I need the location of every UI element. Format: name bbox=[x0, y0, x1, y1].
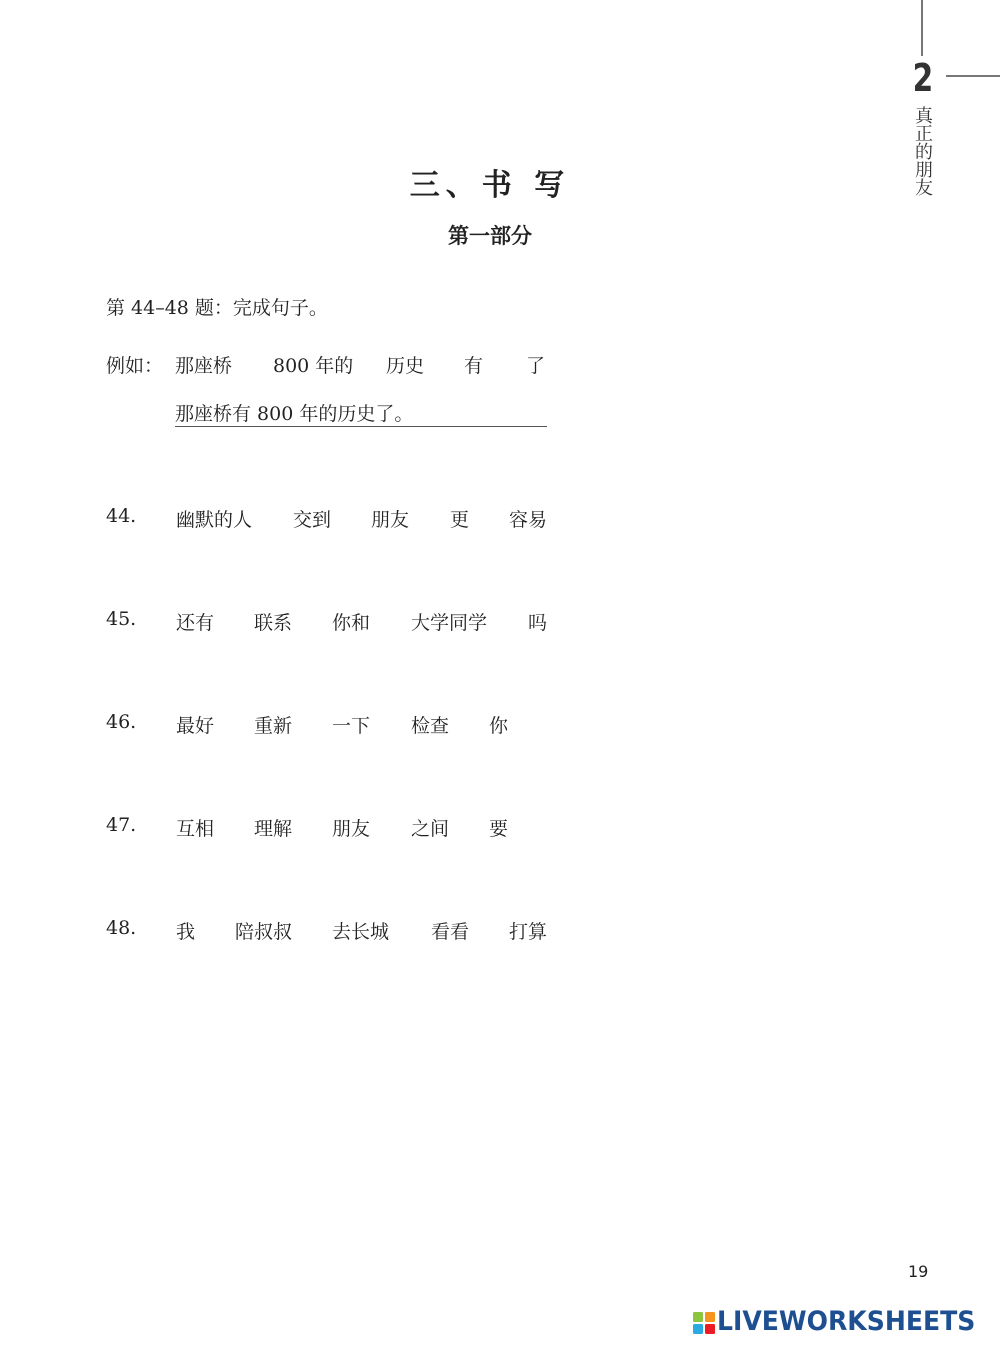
word-chip[interactable]: 一下 bbox=[332, 715, 371, 737]
example-row bbox=[0, 351, 1000, 383]
liveworksheets-logo-text: LIVEWORKSHEETS bbox=[717, 1306, 976, 1337]
word-chip[interactable]: 看看 bbox=[431, 921, 470, 943]
word-chip[interactable]: 朋友 bbox=[332, 818, 371, 840]
example-word: 有 bbox=[464, 355, 484, 377]
question-number: 48. bbox=[106, 917, 137, 939]
word-chip[interactable]: 朋友 bbox=[371, 509, 410, 531]
example-word: 历史 bbox=[386, 355, 425, 377]
liveworksheets-logo-icon bbox=[693, 1312, 715, 1334]
question-row bbox=[0, 814, 1000, 846]
question-number: 47. bbox=[106, 814, 137, 836]
word-chip[interactable]: 去长城 bbox=[332, 921, 390, 943]
word-chip[interactable]: 陪叔叔 bbox=[235, 921, 293, 943]
word-chip[interactable]: 互相 bbox=[176, 818, 215, 840]
example-word: 那座桥 bbox=[175, 355, 233, 377]
word-chip[interactable]: 理解 bbox=[254, 818, 293, 840]
chapter-tab-vertical-rule bbox=[921, 0, 923, 56]
word-chip[interactable]: 容易 bbox=[509, 509, 548, 531]
question-row bbox=[0, 917, 1000, 949]
example-label: 例如： bbox=[106, 355, 164, 377]
word-chip[interactable]: 要 bbox=[489, 818, 509, 840]
question-row bbox=[0, 711, 1000, 743]
page-number: 19 bbox=[908, 1262, 929, 1281]
chapter-tab-horizontal-rule bbox=[946, 75, 1000, 77]
word-chip[interactable]: 大学同学 bbox=[411, 612, 488, 634]
word-chip[interactable]: 更 bbox=[450, 509, 470, 531]
word-chip[interactable]: 最好 bbox=[176, 715, 215, 737]
word-chip[interactable]: 幽默的人 bbox=[176, 509, 253, 531]
word-chip[interactable]: 联系 bbox=[254, 612, 293, 634]
question-number: 46. bbox=[106, 711, 137, 733]
question-number: 45. bbox=[106, 608, 137, 630]
instruction: 第 44–48 题：完成句子。 bbox=[106, 297, 328, 319]
word-chip[interactable]: 你和 bbox=[332, 612, 371, 634]
example-answer-line bbox=[175, 426, 547, 427]
question-number: 44. bbox=[106, 505, 137, 527]
chapter-number: 2 bbox=[912, 56, 934, 100]
question-row bbox=[0, 505, 1000, 537]
word-chip[interactable]: 还有 bbox=[176, 612, 215, 634]
question-row bbox=[0, 608, 1000, 640]
word-chip[interactable]: 你 bbox=[489, 715, 509, 737]
chapter-title: 真正的朋友 bbox=[912, 106, 933, 196]
word-chip[interactable]: 检查 bbox=[411, 715, 450, 737]
word-chip[interactable]: 我 bbox=[176, 921, 196, 943]
example-word: 800 年的 bbox=[273, 355, 354, 377]
example-answer: 那座桥有 800 年的历史了。 bbox=[175, 403, 414, 425]
section-title: 三、书 写 bbox=[409, 168, 571, 203]
word-chip[interactable]: 交到 bbox=[293, 509, 332, 531]
example-word: 了 bbox=[526, 355, 546, 377]
part-title: 第一部分 bbox=[448, 223, 532, 248]
word-chip[interactable]: 重新 bbox=[254, 715, 293, 737]
word-chip[interactable]: 之间 bbox=[411, 818, 450, 840]
word-chip[interactable]: 吗 bbox=[528, 612, 548, 634]
word-chip[interactable]: 打算 bbox=[509, 921, 548, 943]
